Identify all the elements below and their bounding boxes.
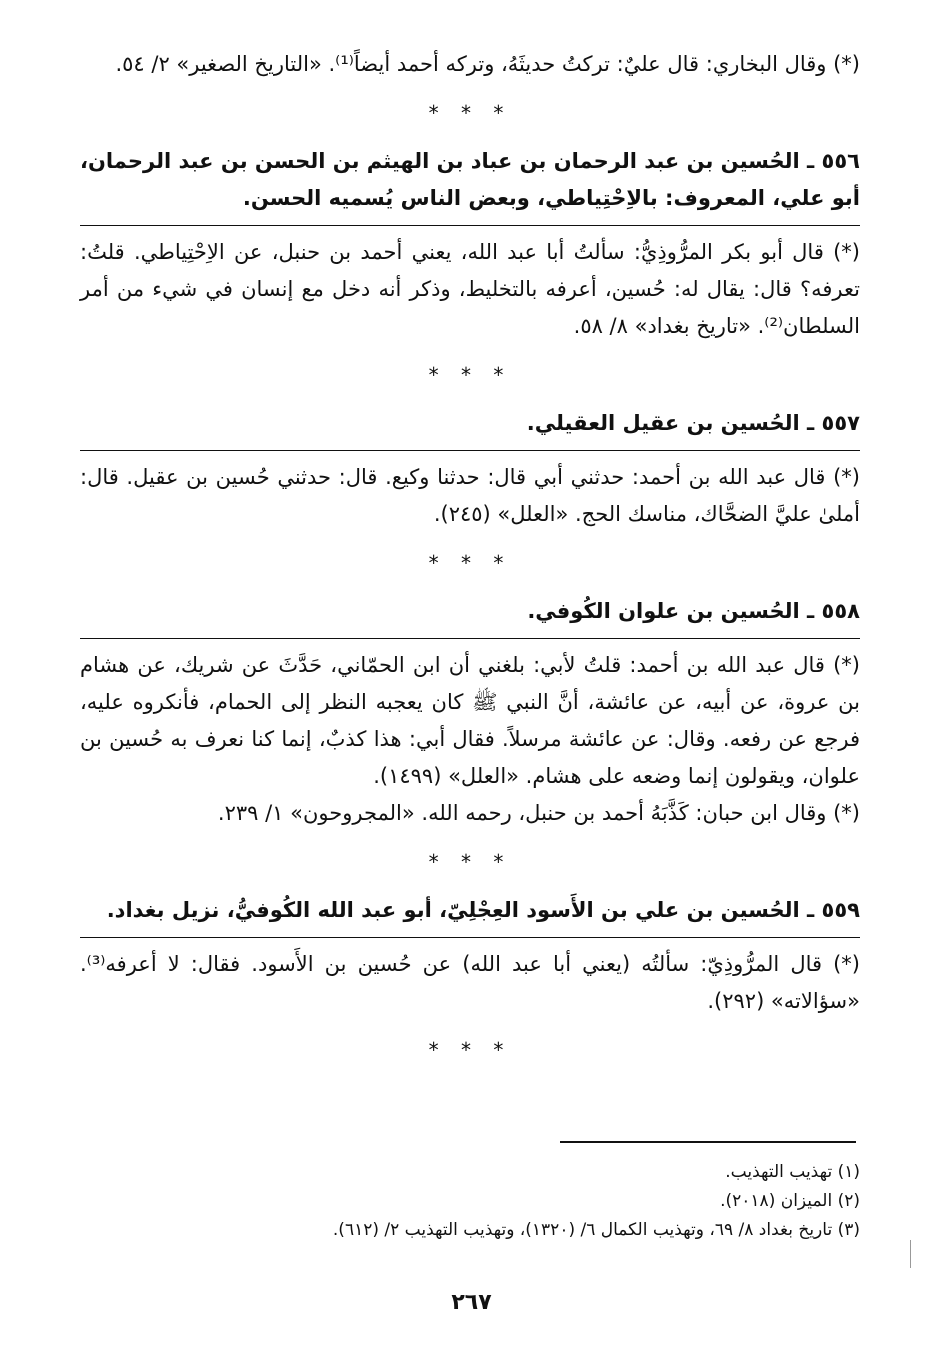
separator-stars: * * * <box>428 363 512 387</box>
entry-558-heading: ٥٥٨ ـ الحُسين بن علوان الكُوفي. <box>527 599 860 623</box>
scan-mark <box>910 1240 911 1268</box>
entry-559-paragraph: (*) قال المرُّوذِيّ: سألتُه (يعني أبا عبد الله) عن حُسين بن الأَسود. فقال: لا أعرفه⁽³⁾. «سؤالاته» (٢٩٢). <box>80 952 860 1013</box>
divider <box>80 638 860 639</box>
separator-stars: * * * <box>428 1038 512 1062</box>
footnote-1: (١) تهذيب التهذيب. <box>725 1162 860 1182</box>
footnote-2: (٢) الميزان (٢٠١٨). <box>720 1191 860 1211</box>
entry-556-paragraph: (*) قال أبو بكر المرُّوذِيُّ: سألتُ أبا عبد الله، يعني أحمد بن حنبل، عن الاِحْتِياطي. قلتُ: تعرفه؟ قال: يقال له: حُسين، أعرفه بالتخليط، وذكر أنه دخل مع إنسان في شيء من أمر السلطان⁽²⁾. «تاريخ بغداد» ٨/ ٥٨. <box>80 240 860 338</box>
separator-stars: * * * <box>428 551 512 575</box>
separator-stars: * * * <box>428 850 512 874</box>
entry-557-paragraph: (*) قال عبد الله بن أحمد: حدثني أبي قال: حدثنا وكيع. قال: حدثني حُسين بن عقيل. قال: أملىٰ عليَّ الضحَّاك، مناسك الحج. «العلل» (٢٤٥). <box>80 465 860 526</box>
footnotes <box>200 1158 860 1245</box>
divider <box>80 937 860 938</box>
entry-556-heading: ٥٥٦ ـ الحُسين بن عبد الرحمان بن عباد بن الهيثم بن الحسن بن عبد الرحمان، أبو علي، المعروف: بالاِحْتِياطي، وبعض الناس يُسميه الحسن. <box>80 149 860 210</box>
page-body <box>80 46 860 1080</box>
entry-558-paragraph-1: (*) قال عبد الله بن أحمد: قلتُ لأبي: بلغني أن ابن الحمّاني، حَدَّثَ عن شريك، عن هشام بن عروة، عن أبيه، عن عائشة، أنَّ النبي ﷺ كان يعجبه النظر إلى الحمام، فأنكروه عليه، فرجع عن رفعه. وقال: عن عائشة مرسلاً. فقال أبي: هذا كذبٌ، إنما كنا نعرف به حُسين بن علوان، ويقولون إنما وضعه على هشام. «العلل» (١٤٩٩). <box>80 653 860 788</box>
divider <box>80 225 860 226</box>
footnote-rule <box>560 1141 856 1143</box>
separator-stars: * * * <box>428 101 512 125</box>
divider <box>80 450 860 451</box>
page-number: ٢٦٧ <box>451 1290 492 1315</box>
paragraph-bukhari: (*) وقال البخاري: قال عليٌ: تركتُ حديثَهُ، وتركه أحمد أيضاً⁽¹⁾. «التاريخ الصغير» ٢/ ٥٤. <box>115 52 860 76</box>
entry-558-paragraph-2: (*) وقال ابن حبان: كَذَّبَهُ أحمد بن حنبل، رحمه الله. «المجروحون» ١/ ٢٣٩. <box>217 801 860 825</box>
entry-557-heading: ٥٥٧ ـ الحُسين بن عقيل العقيلي. <box>526 411 860 435</box>
footnote-3: (٣) تاريخ بغداد ٨/ ٦٩، وتهذيب الكمال ٦/ (١٣٢٠)، وتهذيب التهذيب ٢/ (٦١٢). <box>332 1220 860 1240</box>
entry-559-heading: ٥٥٩ ـ الحُسين بن علي بن الأَسود العِجْلِيّ، أبو عبد الله الكُوفيُّ، نزيل بغداد. <box>106 898 860 922</box>
